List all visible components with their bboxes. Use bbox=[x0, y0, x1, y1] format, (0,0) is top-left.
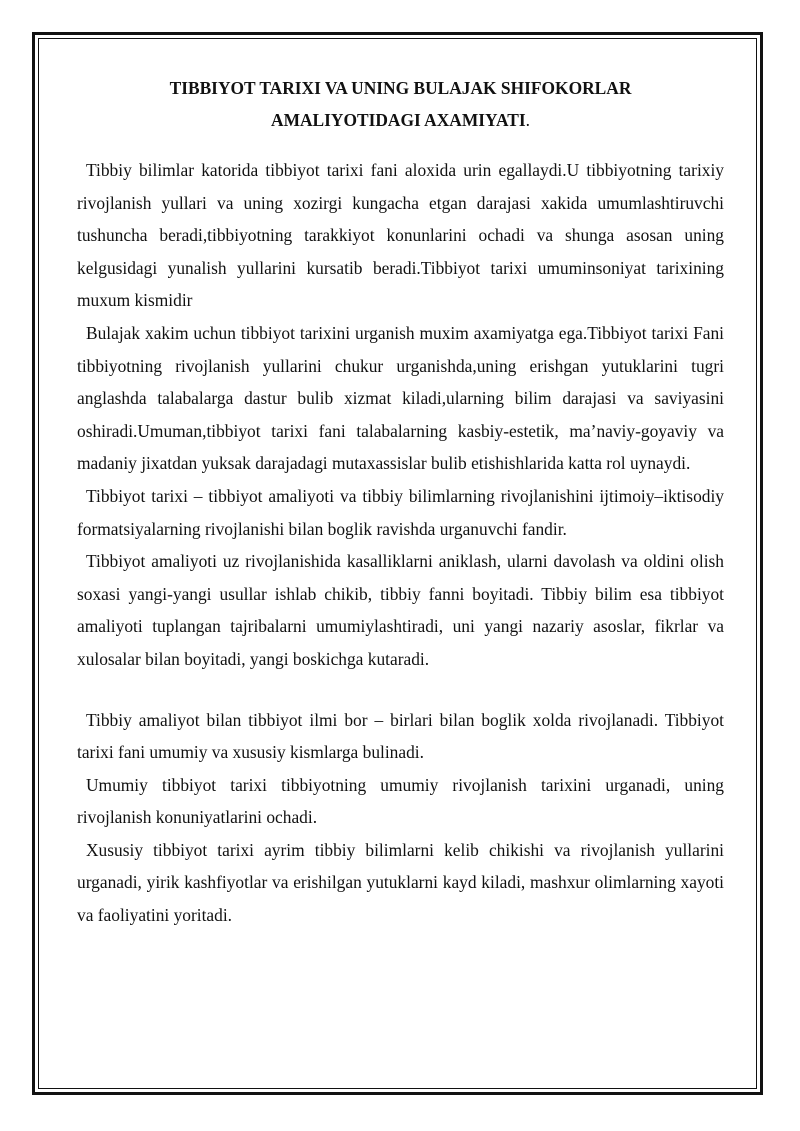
title-line-2-text: AMALIYOTIDAGI AXAMIYATI bbox=[271, 110, 526, 130]
title-suffix: . bbox=[525, 110, 530, 130]
paragraph-2: Bulajak xakim uchun tibbiyot tarixini urganish muxim axamiyatga ega.Tibbiyot tarixi Fani tibbiyotning rivojlanish yullarini chukur urganishda,uning erishgan yutuklarini tugri anglashda talabalarga dastur bulib xizmat kiladi,ularning bilim darajasi va saviyasini oshiradi.Umuman,tibbiyot tarixi fani talabalarning kasbiy-estetik, ma’naviy-goyaviy va madaniy jixatdan yuksak darajadagi mutaxassislar bulib etishishlarida katta rol uynaydi. bbox=[77, 322, 724, 474]
paragraph-4: Tibbiyot amaliyoti uz rivojlanishida kasalliklarni aniklash, ularni davolash va oldini olish soxasi yangi-yangi usullar ishlab chikib, tibbiy fanni boyitadi. Tibbiy bilim esa tibbiyot amaliyoti tuplangan tajribalarni umumiylashtiradi, uni yangi nazariy asoslar, fikrlar va xulosalar bilan boyitadi, yangi boskichga kutaradi. bbox=[77, 551, 724, 669]
title-line-2 bbox=[77, 104, 724, 136]
paragraph-5: Tibbiy amaliyot bilan tibbiyot ilmi bor – birlari bilan boglik xolda rivojlanadi. Tibbiyot tarixi fani umumiy va xususiy kismlarga bulinadi. bbox=[77, 709, 724, 763]
title-line-1: TIBBIYOT TARIXI VA UNING BULAJAK SHIFOKORLAR bbox=[169, 78, 632, 98]
paragraph-1: Tibbiy bilimlar katorida tibbiyot tarixi fani aloxida urin egallaydi.U tibbiyotning tarixiy rivojlanish yullari va uning xozirgi kungacha etgan darajasi xakida umumlashtiruvchi tushuncha beradi,tibbiyotning tarakkiyot konunlarini ochadi va shunga asosan uning kelgusidagi yunalish yullarini kursatib beradi.Tibbiyot tarixi umuminsoniyat tarixining muxum kismidir bbox=[77, 160, 724, 311]
paragraph-gap bbox=[77, 676, 724, 704]
paragraph-7: Xususiy tibbiyot tarixi ayrim tibbiy bilimlarni kelib chikishi va rivojlanish yullarini urganadi, yirik kashfiyotlar va erishilgan yutuklarni kayd kiladi, mashxur olimlarning xayoti va faoliyatini yoritadi. bbox=[77, 839, 724, 926]
paragraph-6: Umumiy tibbiyot tarixi tibbiyotning umumiy rivojlanish tarixini urganadi, uning rivojlanish konuniyatlarini ochadi. bbox=[77, 774, 724, 828]
paragraph-3: Tibbiyot tarixi – tibbiyot amaliyoti va tibbiy bilimlarning rivojlanishini ijtimoiy–iktisodiy formatsiyalarning rivojlanishi bilan boglik ravishda urganuvchi fandir. bbox=[77, 485, 724, 539]
document-title bbox=[77, 72, 724, 136]
document-body bbox=[77, 72, 724, 932]
